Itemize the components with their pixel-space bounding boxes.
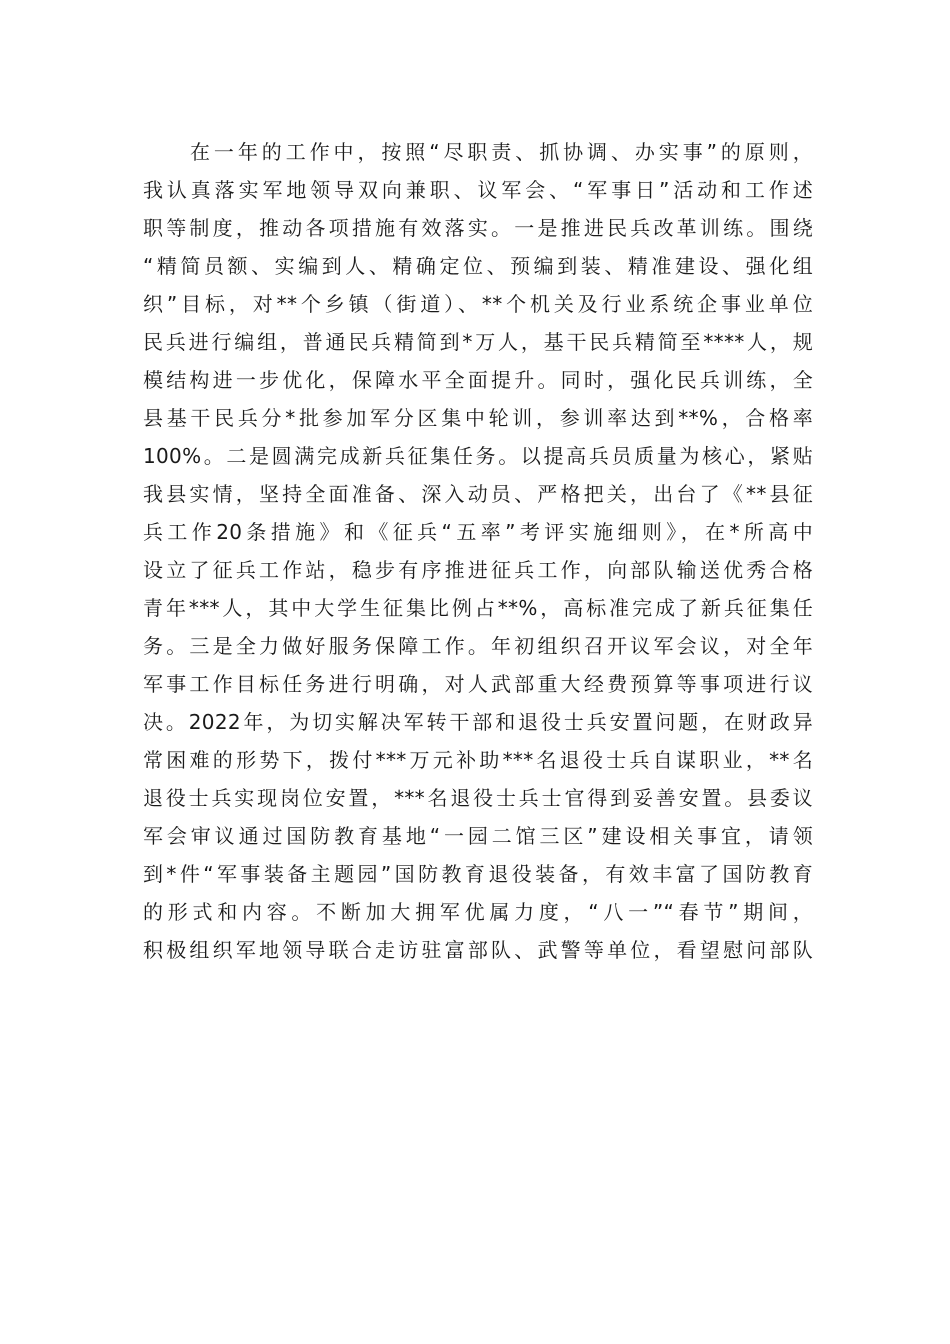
paragraph-line: “精简员额、实编到人、精确定位、预编到装、精准建设、强化组	[143, 254, 813, 278]
paragraph-line: 常困难的形势下，拨付***万元补助***名退役士兵自谋职业，**名	[143, 748, 813, 772]
paragraph-line: 兵工作20条措施》和《征兵“五率”考评实施细则》，在*所高中	[143, 520, 813, 544]
paragraph-line: 决。2022年，为切实解决军转干部和退役士兵安置问题，在财政异	[143, 710, 813, 734]
paragraph-line: 的形式和内容。不断加大拥军优属力度，“八一”“春节”期间，	[143, 900, 813, 924]
paragraph-line: 军会审议通过国防教育基地“一园二馆三区”建设相关事宜，请领	[143, 824, 813, 848]
paragraph-line: 退役士兵实现岗位安置，***名退役士兵士官得到妥善安置。县委议	[143, 786, 813, 810]
paragraph-line: 职等制度，推动各项措施有效落实。一是推进民兵改革训练。围绕	[143, 216, 813, 240]
paragraph-line: 到*件“军事装备主题园”国防教育退役装备，有效丰富了国防教育	[143, 862, 813, 886]
paragraph-line: 设立了征兵工作站，稳步有序推进征兵工作，向部队输送优秀合格	[143, 558, 813, 582]
paragraph-line: 织”目标，对**个乡镇（街道）、**个机关及行业系统企事业单位	[143, 292, 813, 316]
paragraph-line: 务。三是全力做好服务保障工作。年初组织召开议军会议，对全年	[143, 634, 813, 658]
paragraph-line: 积极组织军地领导联合走访驻富部队、武警等单位，看望慰问部队	[143, 938, 813, 962]
paragraph-line: 军事工作目标任务进行明确，对人武部重大经费预算等事项进行议	[143, 672, 813, 696]
paragraph-line: 我认真落实军地领导双向兼职、议军会、“军事日”活动和工作述	[143, 178, 813, 202]
paragraph-line: 模结构进一步优化，保障水平全面提升。同时，强化民兵训练，全	[143, 368, 813, 392]
paragraph-line: 在一年的工作中，按照“尽职责、抓协调、办实事”的原则，	[190, 140, 813, 164]
paragraph-line: 青年***人，其中大学生征集比例占**%，高标准完成了新兵征集任	[143, 596, 813, 620]
paragraph-line: 100%。二是圆满完成新兵征集任务。以提高兵员质量为核心，紧贴	[143, 444, 813, 468]
paragraph-line: 民兵进行编组，普通民兵精简到*万人，基干民兵精简至****人，规	[143, 330, 813, 354]
paragraph-line: 县基干民兵分*批参加军分区集中轮训，参训率达到**%，合格率	[143, 406, 813, 430]
paragraph-line: 我县实情，坚持全面准备、深入动员、严格把关，出台了《**县征	[143, 482, 813, 506]
body-paragraph	[143, 133, 813, 969]
